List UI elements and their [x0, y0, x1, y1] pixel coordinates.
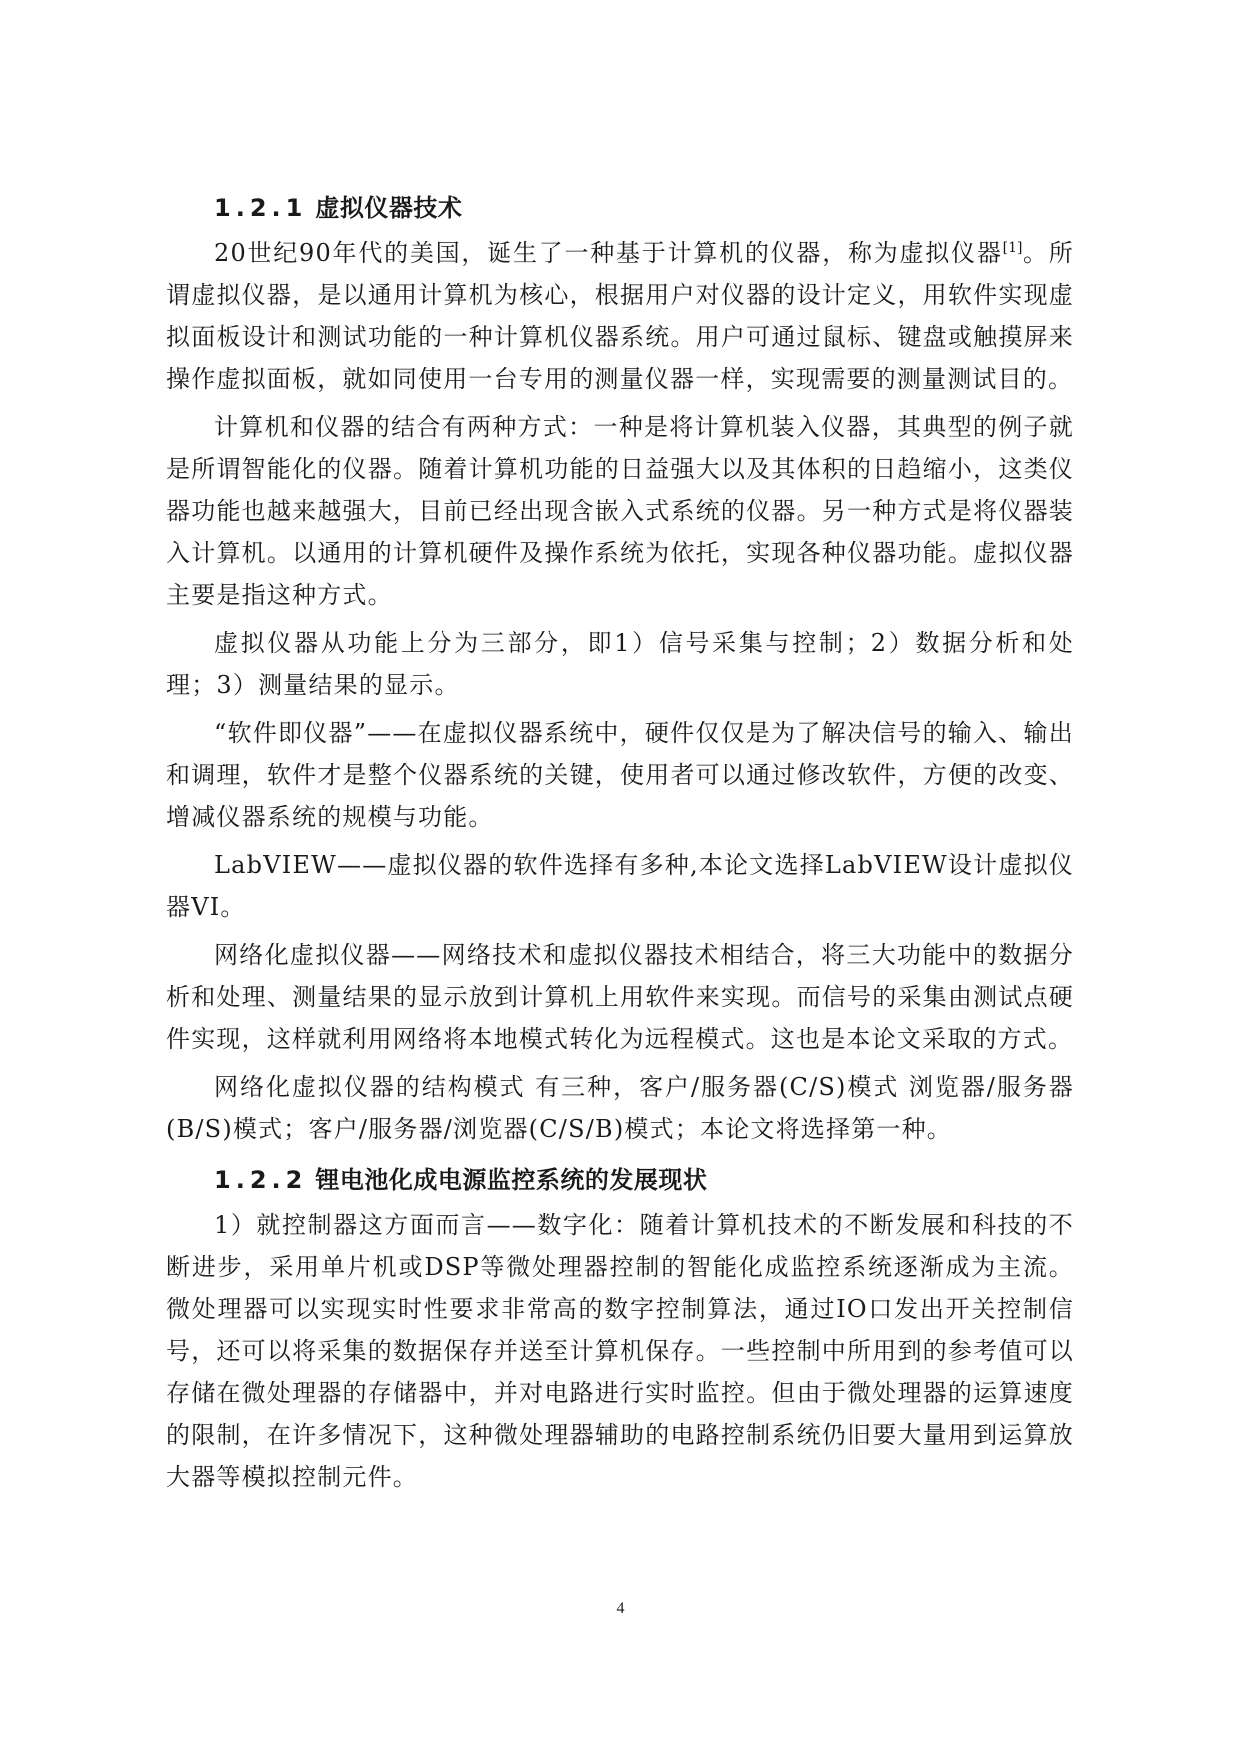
paragraph-text: 。所谓虚拟仪器，是以通用计算机为核心，根据用户对仪器的设计定义，用软件实现虚拟面板设计和测试功能的一种计算机仪器系统。用户可通过鼠标、键盘或触摸屏来操作虚拟面板，就如同使用一台专用的测量仪器一样，实现需要的测量测试目的。: [166, 239, 1074, 393]
page-body: [166, 184, 1074, 1504]
paragraph-combination-methods: 计算机和仪器的结合有两种方式：一种是将计算机装入仪器，其典型的例子就是所谓智能化的仪器。随着计算机功能的日益强大以及其体积的日趋缩小，这类仪器功能也越来越强大，目前已经出现含嵌入式系统的仪器。另一种方式是将仪器装入计算机。以通用的计算机硬件及操作系统为依托，实现各种仪器功能。虚拟仪器主要是指这种方式。: [166, 413, 1074, 609]
section-title: 虚拟仪器技术: [315, 194, 463, 222]
citation-ref: [1]: [1002, 240, 1023, 256]
paragraph-networked-vi: 网络化虚拟仪器——网络技术和虚拟仪器技术相结合，将三大功能中的数据分析和处理、测量结果的显示放到计算机上用软件来实现。而信号的采集由测试点硬件实现，这样就利用网络将本地模式转化为远程模式。这也是本论文采取的方式。: [166, 941, 1074, 1053]
page-number: 4: [616, 1600, 625, 1617]
paragraph-text: 20世纪90年代的美国，诞生了一种基于计算机的仪器，称为虚拟仪器: [214, 239, 1003, 267]
section-heading-1-2-1: [166, 184, 1074, 232]
paragraph-controller-digitization: 1）就控制器这方面而言——数字化：随着计算机技术的不断发展和科技的不断进步，采用单片机或DSP等微处理器控制的智能化成监控系统逐渐成为主流。微处理器可以实现实时性要求非常高的数字控制算法，通过IO口发出开关控制信号，还可以将采集的数据保存并送至计算机保存。一些控制中所用到的参考值可以存储在微处理器的存储器中，并对电路进行实时监控。但由于微处理器的运算速度的限制，在许多情况下，这种微处理器辅助的电路控制系统仍旧要大量用到运算放大器等模拟控制元件。: [166, 1211, 1074, 1491]
section-title: 锂电池化成电源监控系统的发展现状: [315, 1166, 708, 1194]
paragraph-virtual-instrument-intro: [166, 232, 1074, 400]
section-heading-1-2-2: [166, 1156, 1074, 1204]
section-number: 1.2.2: [214, 1166, 308, 1194]
paragraph-structure-modes: 网络化虚拟仪器的结构模式 有三种，客户/服务器(C/S)模式 浏览器/服务器(B/S)模式；客户/服务器/浏览器(C/S/B)模式；本论文将选择第一种。: [166, 1073, 1074, 1143]
paragraph-software-is-instrument: “软件即仪器”——在虚拟仪器系统中，硬件仅仅是为了解决信号的输入、输出和调理，软件才是整个仪器系统的关键，使用者可以通过修改软件，方便的改变、增减仪器系统的规模与功能。: [166, 719, 1074, 831]
paragraph-three-parts: 虚拟仪器从功能上分为三部分，即1）信号采集与控制；2）数据分析和处理；3）测量结果的显示。: [166, 629, 1074, 699]
paragraph-labview: LabVIEW——虚拟仪器的软件选择有多种,本论文选择LabVIEW设计虚拟仪器VI。: [166, 851, 1074, 921]
section-number: 1.2.1: [214, 194, 308, 222]
